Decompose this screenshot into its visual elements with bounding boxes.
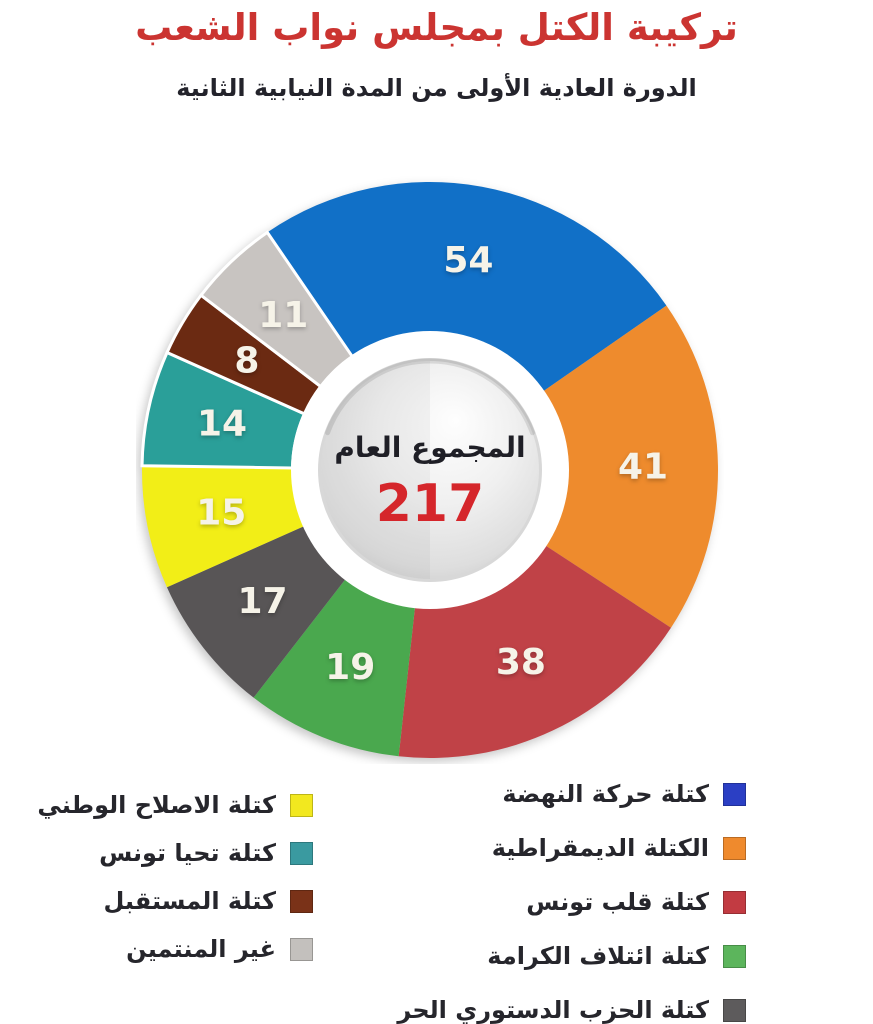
page-subtitle: الدورة العادية الأولى من المدة النيابية الثانية	[176, 74, 697, 102]
slice-value-label-0: 54	[443, 240, 494, 281]
donut-chart	[136, 176, 724, 764]
legend-item-5	[37, 789, 313, 821]
legend-swatch	[290, 794, 313, 817]
slice-value-label-7: 8	[234, 340, 260, 382]
legend-swatch	[723, 837, 746, 860]
slice-value-label-1: 41	[617, 446, 669, 488]
legend-swatch	[723, 783, 746, 806]
legend-item-3	[487, 940, 746, 972]
legend-swatch	[290, 842, 313, 865]
legend-label: كتلة الحزب الدستوري الحر	[397, 996, 709, 1024]
legend-right-column	[397, 778, 746, 1024]
total-label: المجموع العام	[334, 431, 526, 464]
donut-chart-svg	[136, 176, 724, 764]
slice-value-label-5: 15	[196, 492, 247, 534]
legend-swatch	[723, 891, 746, 914]
legend-swatch	[723, 945, 746, 968]
legend-label: كتلة المستقبل	[103, 887, 276, 915]
donut-center	[291, 331, 569, 609]
legend-label: كتلة ائتلاف الكرامة	[487, 942, 709, 970]
slice-value-label-8: 11	[258, 295, 309, 337]
legend-item-6	[99, 837, 313, 869]
legend-label: كتلة الاصلاح الوطني	[37, 791, 276, 819]
legend-swatch	[723, 999, 746, 1022]
legend-label: غير المنتمين	[126, 935, 276, 963]
legend-label: كتلة قلب تونس	[526, 888, 709, 916]
legend-item-2	[526, 886, 746, 918]
legend-item-4	[397, 994, 746, 1024]
legend-swatch	[290, 890, 313, 913]
legend-item-8	[126, 933, 313, 965]
legend-item-0	[502, 778, 746, 810]
legend-item-1	[492, 832, 746, 864]
slice-value-label-3: 19	[325, 647, 376, 688]
slice-value-label-4: 17	[237, 581, 288, 622]
page-title: تركيبة الكتل بمجلس نواب الشعب	[135, 6, 738, 49]
legend-left-column	[37, 789, 313, 965]
total-value: 217	[375, 474, 485, 534]
legend-swatch	[290, 938, 313, 961]
slice-value-label-2: 38	[495, 642, 546, 684]
slice-value-label-6: 14	[196, 403, 248, 445]
legend-label: كتلة حركة النهضة	[502, 780, 709, 808]
legend-label: كتلة تحيا تونس	[99, 839, 276, 867]
legend-item-7	[104, 885, 314, 917]
legend-label: الكتلة الديمقراطية	[491, 834, 709, 862]
